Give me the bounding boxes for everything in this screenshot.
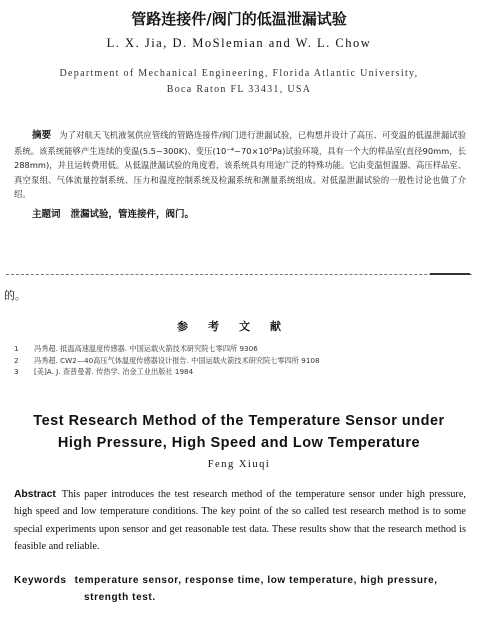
affiliation-line-1: Department of Mechanical Engineering, Florida Atlantic University,	[59, 68, 419, 79]
keywords-chinese	[32, 206, 194, 220]
abstract-chinese	[14, 128, 466, 202]
keywords-english-line-1: temperature sensor, response time, low temperature, high pressure,	[74, 575, 438, 586]
text-fragment: 的。	[4, 289, 26, 302]
keywords-english	[14, 572, 470, 606]
reference-number: 1	[14, 344, 19, 353]
title-english-line-2: High Pressure, High Speed and Low Temperature	[57, 435, 421, 451]
reference-text: [美]A. J. 查普曼著. 传热学. 冶金工业出版社 1984	[34, 367, 194, 376]
reference-number: 2	[14, 355, 19, 365]
references-list	[14, 343, 464, 378]
affiliation-line-2: Boca Raton FL 33431, USA	[166, 84, 312, 95]
abstract-chinese-label: 摘要	[32, 130, 52, 141]
title-english	[0, 410, 478, 454]
keywords-english-label: Keywords	[14, 575, 67, 586]
title-english-line-1: Test Research Method of the Temperature Sensor under	[33, 413, 445, 429]
title-chinese: 管路连接件/阀门的低温泄漏试验	[131, 10, 347, 28]
references-heading: 参考文献	[177, 320, 301, 333]
authors: L. X. Jia, D. MoSlemian and W. L. Chow	[106, 36, 372, 50]
keywords-chinese-text: 泄漏试验，管连接件，阀门。	[70, 209, 195, 220]
abstract-english-text: This paper introduces the test research method of the temperature sensor under high pressure, high speed and low temperature conditions. The key point of the so called test research method is to some special experiments upon sensor and get reasonable test data. These results show that the research method is feasible and reliable.	[14, 489, 466, 552]
author-english: Feng Xiuqi	[207, 459, 271, 470]
section-divider	[6, 274, 472, 275]
reference-text: 冯秀超. CW2—40高压气体温度传感器设计报告. 中国运载火箭技术研究院七零四所 9108	[34, 355, 320, 365]
abstract-english-label: Abstract	[14, 489, 56, 500]
reference-number: 3	[14, 367, 19, 376]
abstract-chinese-text: 为了对航天飞机液氢供应管线的管路连接件/阀门进行泄漏试验，已构想并设计了高压、可变温的低温泄漏试验系统。该系统能够产生连续的变温(5.5~300K)、变压(10⁻⁴~70×10⁵Pa)试验环境，具有一个大的样品室(直径90mm，长288mm)，并且运转费用低。从低温泄漏试验的角度看，该系统具有用途广泛的特殊功能。它由变温恒温器、高压样品室、真空泵组、气体流量控制系统、压力和温度控制系统及检漏系统和测量系统组成。对低温泄漏试验的一般性讨论也做了介绍。	[14, 130, 466, 199]
section-divider-end	[430, 273, 470, 275]
reference-item	[14, 343, 464, 355]
abstract-english	[14, 486, 466, 555]
keywords-chinese-label: 主题词	[32, 209, 61, 220]
reference-item	[14, 366, 464, 378]
reference-text: 冯秀超. 抵温高速温度传感器. 中国运载火箭技术研究院七零四所 9306	[34, 344, 258, 353]
keywords-english-line-2: strength test.	[84, 592, 156, 603]
reference-item	[14, 355, 464, 367]
